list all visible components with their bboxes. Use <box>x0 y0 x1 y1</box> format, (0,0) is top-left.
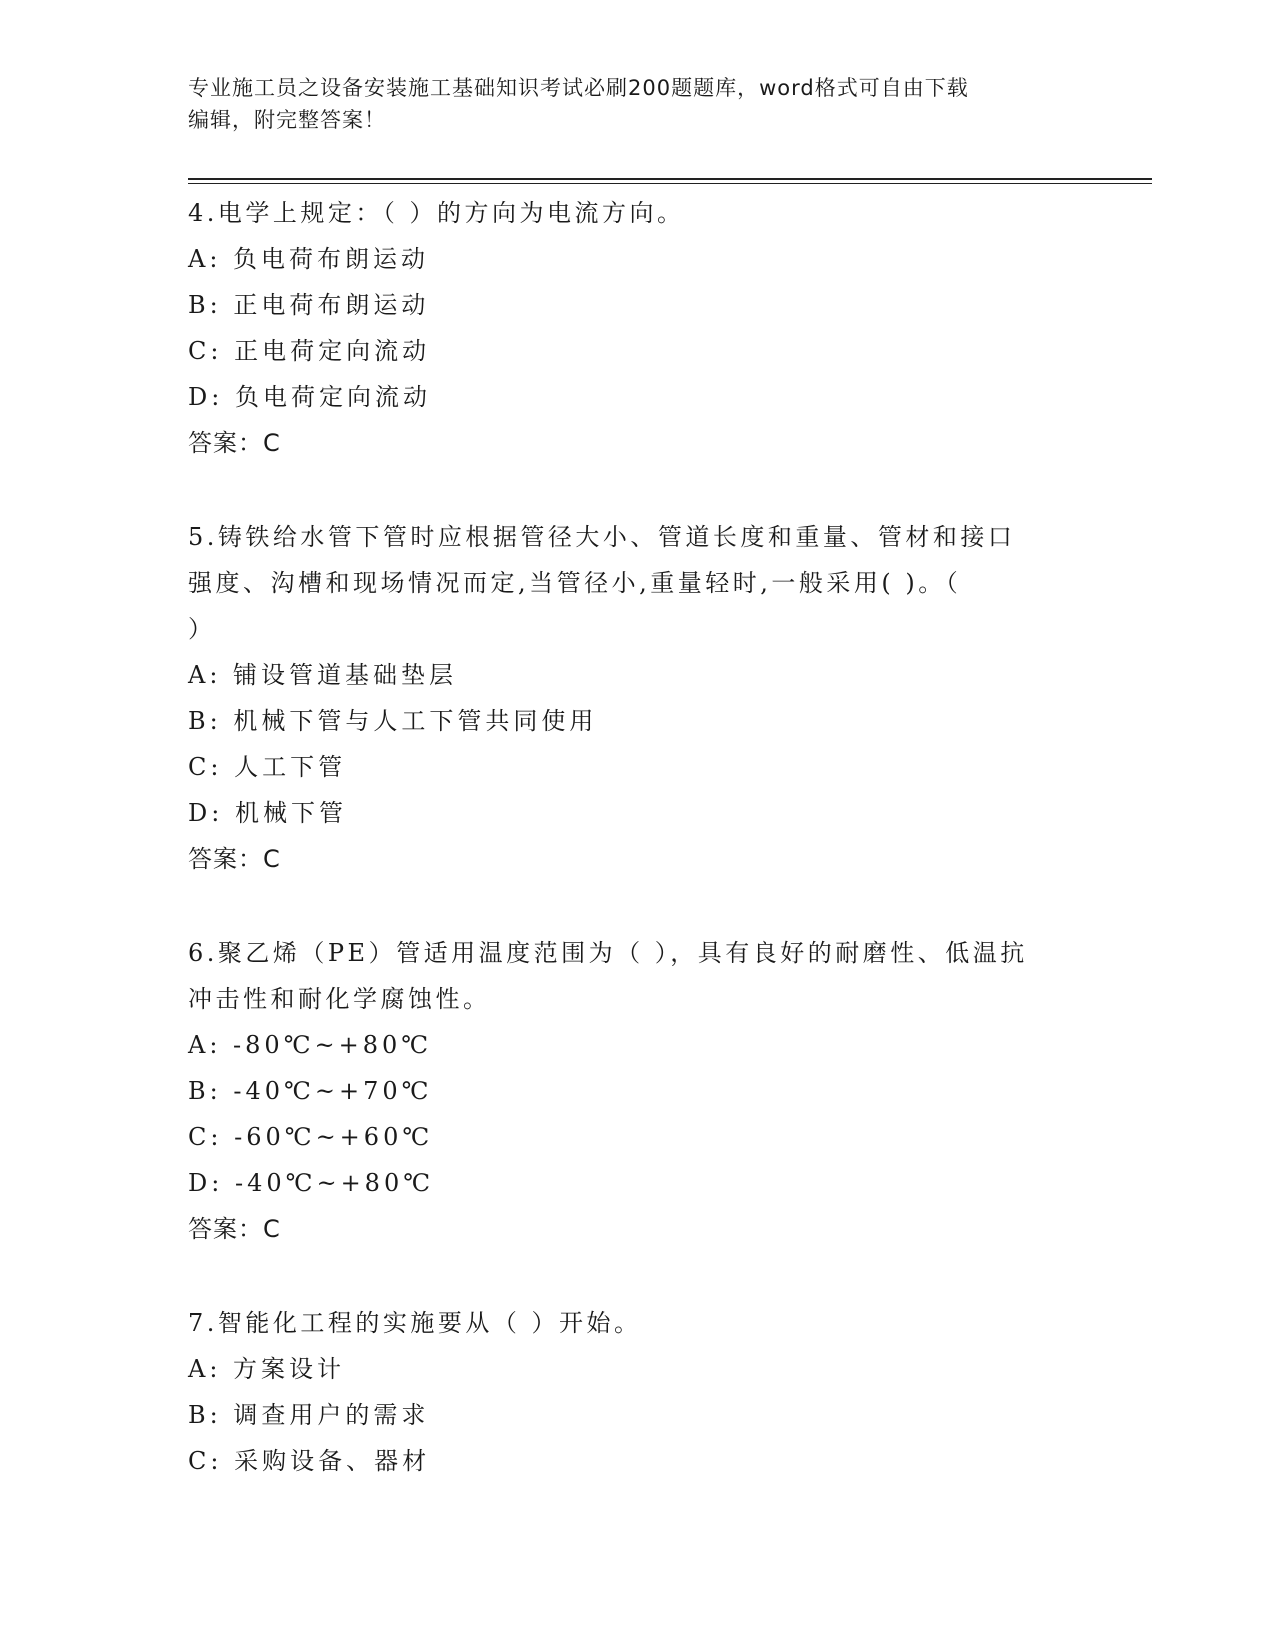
question-stem: 冲击性和耐化学腐蚀性。 <box>188 985 491 1013</box>
option-d: D: 负电荷定向流动 <box>188 383 431 411</box>
question-stem: ） <box>188 615 216 643</box>
option-c: C: 采购设备、器材 <box>188 1447 431 1475</box>
answer-line: 答案：C <box>188 429 281 457</box>
question-stem: 4.电学上规定：（ ）的方向为电流方向。 <box>188 199 685 227</box>
answer-line: 答案：C <box>188 1215 281 1243</box>
question-stem: 7.智能化工程的实施要从（ ）开始。 <box>188 1309 642 1337</box>
option-b: B: 正电荷布朗运动 <box>188 291 430 319</box>
question-stem: 强度、沟槽和现场情况而定,当管径小,重量轻时,一般采用( )。（ <box>188 569 962 597</box>
option-b: B: 机械下管与人工下管共同使用 <box>188 707 598 735</box>
option-d: D: 机械下管 <box>188 799 347 827</box>
question-6 <box>188 930 1088 1252</box>
document-header <box>188 72 1088 136</box>
question-stem: 6.聚乙烯（PE）管适用温度范围为（ ），具有良好的耐磨性、低温抗 <box>188 939 1028 967</box>
option-a: A: 方案设计 <box>188 1355 346 1383</box>
option-a: A: 负电荷布朗运动 <box>188 245 430 273</box>
question-4 <box>188 190 1088 466</box>
question-stem: 5.铸铁给水管下管时应根据管径大小、管道长度和重量、管材和接口 <box>188 523 1016 551</box>
header-divider-thick <box>188 178 1152 180</box>
question-7 <box>188 1300 1088 1484</box>
option-c: C: 人工下管 <box>188 753 347 781</box>
option-d: D: -40℃~+80℃ <box>188 1169 435 1197</box>
header-divider-thin <box>188 183 1152 184</box>
header-line-2: 编辑，附完整答案！ <box>188 108 386 132</box>
option-c: C: 正电荷定向流动 <box>188 337 431 365</box>
question-list <box>188 190 1088 1532</box>
header-line-1: 专业施工员之设备安装施工基础知识考试必刷200题题库，word格式可自由下载 <box>188 76 969 100</box>
option-b: B: 调查用户的需求 <box>188 1401 430 1429</box>
question-5 <box>188 514 1088 882</box>
option-a: A: -80℃~+80℃ <box>188 1031 433 1059</box>
option-a: A: 铺设管道基础垫层 <box>188 661 458 689</box>
option-c: C: -60℃~+60℃ <box>188 1123 434 1151</box>
option-b: B: -40℃~+70℃ <box>188 1077 433 1105</box>
answer-line: 答案：C <box>188 845 281 873</box>
